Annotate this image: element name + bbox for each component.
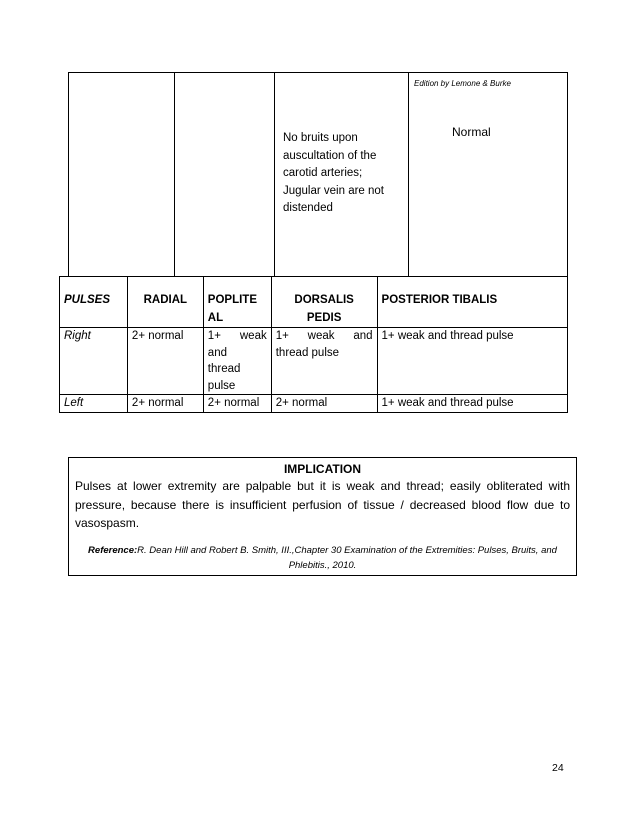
popliteal-word: pulse: [207, 379, 236, 392]
popliteal-value: 2+ normal: [203, 395, 271, 413]
header-popliteal: [203, 277, 271, 328]
table-row: [60, 395, 568, 413]
row-label: Right: [60, 328, 128, 395]
header-popliteal-line1: POPLITE: [207, 294, 257, 306]
table-row: [60, 328, 568, 395]
dorsalis-value: [271, 328, 377, 395]
popliteal-word: and: [207, 346, 227, 359]
table-header-row: [60, 277, 568, 328]
pulses-table: [59, 276, 568, 413]
dorsalis-word: 1+: [275, 330, 289, 342]
column-divider: [408, 72, 409, 277]
implication-title: IMPLICATION: [283, 462, 362, 476]
posterior-value: 1+ weak and thread pulse: [377, 328, 567, 395]
normal-finding: Normal: [452, 125, 491, 139]
popliteal-value: [203, 328, 271, 395]
reference-label: Reference:: [88, 544, 138, 556]
column-divider: [567, 72, 568, 277]
dorsalis-word: weak: [307, 330, 335, 342]
header-radial: RADIAL: [127, 277, 203, 328]
posterior-value: 1+ weak and thread pulse: [377, 395, 567, 413]
column-divider: [274, 72, 275, 277]
reference-text: R. Dean Hill and Robert B. Smith, III.,Chapter 30 Examination of the Extremities: Pulses, Bruits, and Phlebitis., 2010.: [137, 544, 557, 571]
page-number: 24: [552, 762, 564, 774]
assessment-line: No bruits upon: [283, 132, 358, 144]
header-posterior-tibialis: POSTERIOR TIBALIS: [377, 277, 567, 328]
header-dorsalis-line1: DORSALIS: [294, 294, 354, 306]
implication-box: [68, 457, 577, 576]
assessment-line: Jugular vein are not: [283, 184, 385, 197]
header-popliteal-line2: AL: [207, 312, 224, 324]
dorsalis-value: 2+ normal: [271, 395, 377, 413]
assessment-line: auscultation of the: [283, 149, 377, 162]
dorsalis-word: thread pulse: [275, 346, 340, 359]
header-dorsalis: [271, 277, 377, 328]
radial-value: 2+ normal: [127, 395, 203, 413]
assessment-line: carotid arteries;: [283, 167, 363, 179]
assessment-text: [283, 130, 384, 218]
assessment-line: distended: [283, 202, 333, 214]
reference: [75, 543, 570, 573]
row-label: Left: [60, 395, 128, 413]
popliteal-word: weak: [239, 330, 267, 342]
edition-note: Edition by Lemone & Burke: [414, 79, 511, 88]
header-pulses: PULSES: [60, 277, 128, 328]
popliteal-word: 1+: [207, 330, 221, 342]
dorsalis-word: and: [353, 330, 373, 342]
implication-body: Pulses at lower extremity are palpable but it is weak and thread; easily obliterated with pressure, because there is insufficient perfusion of tissue / decreased blood flow due to vasospasm.: [75, 479, 570, 530]
radial-value: 2+ normal: [127, 328, 203, 395]
column-divider: [174, 72, 175, 277]
header-dorsalis-line2: PEDIS: [306, 312, 342, 324]
popliteal-word: thread: [207, 363, 241, 375]
